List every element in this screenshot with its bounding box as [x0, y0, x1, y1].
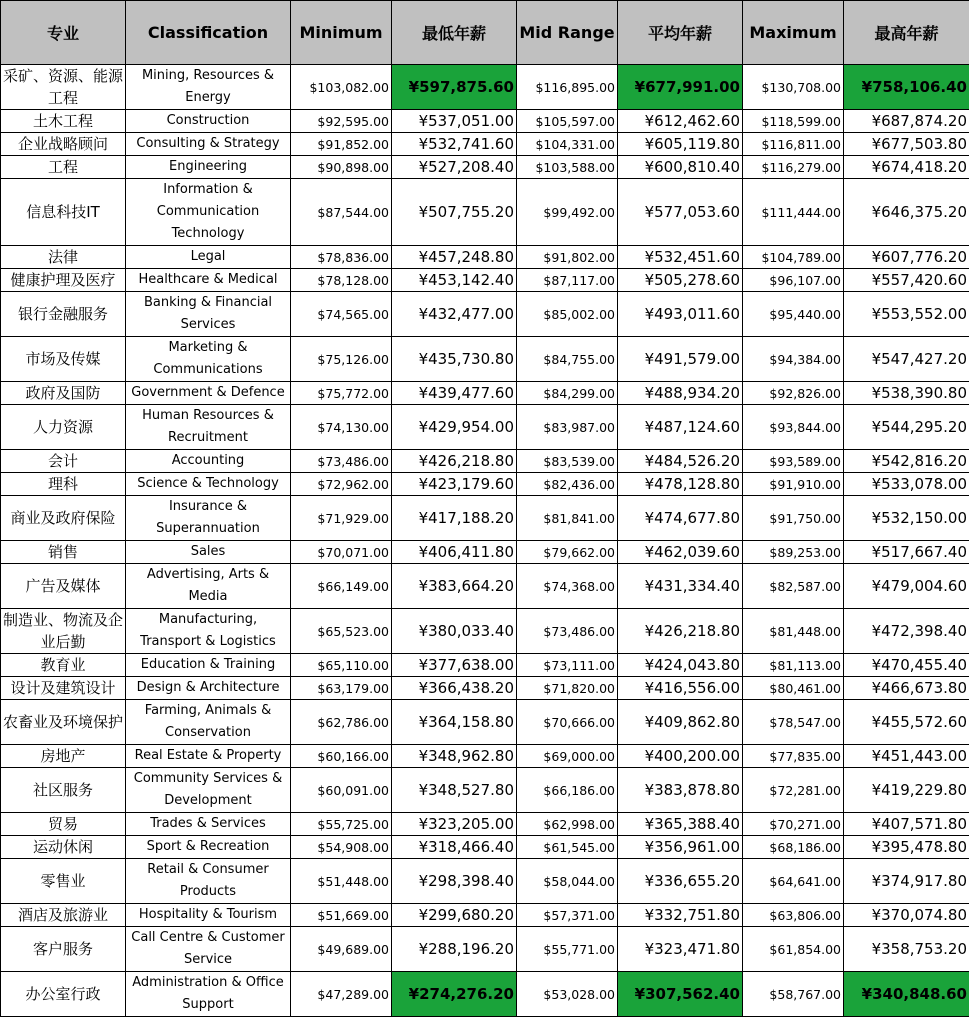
- cell-mid-range: $57,371.00: [517, 904, 618, 927]
- cell-avg-salary-cny: ¥462,039.60: [618, 541, 743, 564]
- cell-mid-range: $66,186.00: [517, 768, 618, 813]
- table-row: [1, 246, 969, 269]
- cell-maximum: $78,547.00: [743, 700, 844, 745]
- cell-avg-salary-cny: ¥336,655.20: [618, 859, 743, 904]
- cell-minimum: $62,786.00: [291, 700, 392, 745]
- cell-mid-range: $82,436.00: [517, 473, 618, 496]
- cell-maximum: $93,844.00: [743, 405, 844, 450]
- cell-avg-salary-cny: ¥493,011.60: [618, 292, 743, 337]
- cell-mid-range: $58,044.00: [517, 859, 618, 904]
- cell-min-salary-cny: ¥380,033.40: [392, 609, 517, 654]
- cell-max-salary-cny: ¥466,673.80: [844, 677, 969, 700]
- cell-major: 销售: [1, 541, 126, 564]
- table-row: [1, 269, 969, 292]
- cell-min-salary-cny: ¥432,477.00: [392, 292, 517, 337]
- cell-classification: Construction: [126, 110, 291, 133]
- cell-avg-salary-cny: ¥484,526.20: [618, 450, 743, 473]
- cell-maximum: $118,599.00: [743, 110, 844, 133]
- header-cell-max-salary-cny: 最高年薪: [844, 1, 969, 65]
- cell-classification: Banking & Financial Services: [126, 292, 291, 337]
- cell-classification: Hospitality & Tourism: [126, 904, 291, 927]
- table-row: [1, 133, 969, 156]
- cell-maximum: $61,854.00: [743, 927, 844, 972]
- table-row: [1, 564, 969, 609]
- cell-maximum: $91,750.00: [743, 496, 844, 541]
- cell-minimum: $65,523.00: [291, 609, 392, 654]
- cell-maximum: $70,271.00: [743, 813, 844, 836]
- cell-max-salary-cny: ¥451,443.00: [844, 745, 969, 768]
- cell-minimum: $78,128.00: [291, 269, 392, 292]
- table-row: [1, 813, 969, 836]
- table-row: [1, 654, 969, 677]
- cell-minimum: $73,486.00: [291, 450, 392, 473]
- table-row: [1, 677, 969, 700]
- table-row: [1, 700, 969, 745]
- table-row: [1, 473, 969, 496]
- cell-max-salary-cny: ¥533,078.00: [844, 473, 969, 496]
- cell-min-salary-cny: ¥417,188.20: [392, 496, 517, 541]
- cell-max-salary-cny: ¥395,478.80: [844, 836, 969, 859]
- cell-max-salary-cny: ¥677,503.80: [844, 133, 969, 156]
- table-row: [1, 110, 969, 133]
- cell-classification: Advertising, Arts & Media: [126, 564, 291, 609]
- cell-classification: Marketing & Communications: [126, 337, 291, 382]
- cell-min-salary-cny: ¥348,962.80: [392, 745, 517, 768]
- cell-avg-salary-cny: ¥488,934.20: [618, 382, 743, 405]
- table-row: [1, 609, 969, 654]
- cell-classification: Engineering: [126, 156, 291, 179]
- cell-major: 土木工程: [1, 110, 126, 133]
- cell-minimum: $72,962.00: [291, 473, 392, 496]
- cell-avg-salary-cny: ¥400,200.00: [618, 745, 743, 768]
- table-row: [1, 745, 969, 768]
- cell-major: 制造业、物流及企业后勤: [1, 609, 126, 654]
- cell-classification: Insurance & Superannuation: [126, 496, 291, 541]
- cell-major: 贸易: [1, 813, 126, 836]
- cell-major: 市场及传媒: [1, 337, 126, 382]
- cell-min-salary-cny: ¥532,741.60: [392, 133, 517, 156]
- cell-avg-salary-cny: ¥356,961.00: [618, 836, 743, 859]
- cell-minimum: $66,149.00: [291, 564, 392, 609]
- cell-mid-range: $84,755.00: [517, 337, 618, 382]
- cell-maximum: $104,789.00: [743, 246, 844, 269]
- header-cell-classification: Classification: [126, 1, 291, 65]
- cell-min-salary-cny: ¥299,680.20: [392, 904, 517, 927]
- cell-min-salary-cny: ¥274,276.20: [392, 972, 517, 1017]
- table-row: [1, 156, 969, 179]
- header-cell-maximum: Maximum: [743, 1, 844, 65]
- table-row: [1, 836, 969, 859]
- cell-classification: Call Centre & Customer Service: [126, 927, 291, 972]
- cell-avg-salary-cny: ¥365,388.40: [618, 813, 743, 836]
- cell-max-salary-cny: ¥407,571.80: [844, 813, 969, 836]
- cell-avg-salary-cny: ¥677,991.00: [618, 65, 743, 110]
- cell-max-salary-cny: ¥646,375.20: [844, 179, 969, 246]
- cell-major: 工程: [1, 156, 126, 179]
- cell-maximum: $63,806.00: [743, 904, 844, 927]
- cell-max-salary-cny: ¥419,229.80: [844, 768, 969, 813]
- cell-avg-salary-cny: ¥416,556.00: [618, 677, 743, 700]
- cell-mid-range: $104,331.00: [517, 133, 618, 156]
- cell-minimum: $49,689.00: [291, 927, 392, 972]
- cell-minimum: $47,289.00: [291, 972, 392, 1017]
- header-row: [1, 1, 969, 65]
- cell-major: 政府及国防: [1, 382, 126, 405]
- cell-max-salary-cny: ¥758,106.40: [844, 65, 969, 110]
- cell-minimum: $51,669.00: [291, 904, 392, 927]
- cell-avg-salary-cny: ¥532,451.60: [618, 246, 743, 269]
- cell-mid-range: $103,588.00: [517, 156, 618, 179]
- cell-classification: Real Estate & Property: [126, 745, 291, 768]
- cell-major: 会计: [1, 450, 126, 473]
- cell-classification: Retail & Consumer Products: [126, 859, 291, 904]
- cell-mid-range: $69,000.00: [517, 745, 618, 768]
- cell-min-salary-cny: ¥453,142.40: [392, 269, 517, 292]
- cell-min-salary-cny: ¥537,051.00: [392, 110, 517, 133]
- cell-maximum: $80,461.00: [743, 677, 844, 700]
- header-cell-minimum: Minimum: [291, 1, 392, 65]
- cell-max-salary-cny: ¥455,572.60: [844, 700, 969, 745]
- cell-minimum: $54,908.00: [291, 836, 392, 859]
- cell-major: 银行金融服务: [1, 292, 126, 337]
- cell-min-salary-cny: ¥323,205.00: [392, 813, 517, 836]
- cell-minimum: $75,772.00: [291, 382, 392, 405]
- cell-mid-range: $79,662.00: [517, 541, 618, 564]
- cell-mid-range: $71,820.00: [517, 677, 618, 700]
- cell-mid-range: $74,368.00: [517, 564, 618, 609]
- cell-major: 健康护理及医疗: [1, 269, 126, 292]
- cell-major: 零售业: [1, 859, 126, 904]
- cell-maximum: $68,186.00: [743, 836, 844, 859]
- cell-classification: Human Resources & Recruitment: [126, 405, 291, 450]
- cell-classification: Mining, Resources & Energy: [126, 65, 291, 110]
- table-row: [1, 859, 969, 904]
- cell-major: 法律: [1, 246, 126, 269]
- cell-classification: Consulting & Strategy: [126, 133, 291, 156]
- cell-min-salary-cny: ¥507,755.20: [392, 179, 517, 246]
- cell-max-salary-cny: ¥374,917.80: [844, 859, 969, 904]
- header-cell-major: 专业: [1, 1, 126, 65]
- header-cell-mid-range: Mid Range: [517, 1, 618, 65]
- cell-mid-range: $99,492.00: [517, 179, 618, 246]
- cell-minimum: $75,126.00: [291, 337, 392, 382]
- cell-avg-salary-cny: ¥478,128.80: [618, 473, 743, 496]
- cell-maximum: $96,107.00: [743, 269, 844, 292]
- cell-min-salary-cny: ¥318,466.40: [392, 836, 517, 859]
- cell-min-salary-cny: ¥298,398.40: [392, 859, 517, 904]
- table-body: [1, 65, 969, 1017]
- cell-major: 社区服务: [1, 768, 126, 813]
- cell-major: 办公室行政: [1, 972, 126, 1017]
- cell-avg-salary-cny: ¥505,278.60: [618, 269, 743, 292]
- cell-minimum: $74,565.00: [291, 292, 392, 337]
- cell-mid-range: $91,802.00: [517, 246, 618, 269]
- cell-classification: Sales: [126, 541, 291, 564]
- cell-mid-range: $73,111.00: [517, 654, 618, 677]
- cell-maximum: $94,384.00: [743, 337, 844, 382]
- cell-minimum: $78,836.00: [291, 246, 392, 269]
- cell-max-salary-cny: ¥340,848.60: [844, 972, 969, 1017]
- cell-min-salary-cny: ¥527,208.40: [392, 156, 517, 179]
- cell-classification: Government & Defence: [126, 382, 291, 405]
- cell-maximum: $95,440.00: [743, 292, 844, 337]
- cell-max-salary-cny: ¥532,150.00: [844, 496, 969, 541]
- cell-min-salary-cny: ¥435,730.80: [392, 337, 517, 382]
- cell-max-salary-cny: ¥547,427.20: [844, 337, 969, 382]
- cell-min-salary-cny: ¥288,196.20: [392, 927, 517, 972]
- table-row: [1, 541, 969, 564]
- table-row: [1, 405, 969, 450]
- cell-mid-range: $87,117.00: [517, 269, 618, 292]
- cell-classification: Sport & Recreation: [126, 836, 291, 859]
- cell-min-salary-cny: ¥406,411.80: [392, 541, 517, 564]
- cell-minimum: $92,595.00: [291, 110, 392, 133]
- cell-avg-salary-cny: ¥323,471.80: [618, 927, 743, 972]
- cell-mid-range: $55,771.00: [517, 927, 618, 972]
- cell-mid-range: $53,028.00: [517, 972, 618, 1017]
- cell-minimum: $63,179.00: [291, 677, 392, 700]
- cell-mid-range: $85,002.00: [517, 292, 618, 337]
- cell-classification: Design & Architecture: [126, 677, 291, 700]
- table-row: [1, 382, 969, 405]
- table-row: [1, 768, 969, 813]
- cell-avg-salary-cny: ¥600,810.40: [618, 156, 743, 179]
- cell-maximum: $92,826.00: [743, 382, 844, 405]
- table-row: [1, 496, 969, 541]
- cell-minimum: $87,544.00: [291, 179, 392, 246]
- cell-min-salary-cny: ¥429,954.00: [392, 405, 517, 450]
- cell-max-salary-cny: ¥358,753.20: [844, 927, 969, 972]
- cell-maximum: $72,281.00: [743, 768, 844, 813]
- cell-classification: Farming, Animals & Conservation: [126, 700, 291, 745]
- cell-major: 采矿、资源、能源工程: [1, 65, 126, 110]
- cell-maximum: $81,448.00: [743, 609, 844, 654]
- cell-maximum: $130,708.00: [743, 65, 844, 110]
- cell-minimum: $51,448.00: [291, 859, 392, 904]
- cell-avg-salary-cny: ¥307,562.40: [618, 972, 743, 1017]
- cell-major: 酒店及旅游业: [1, 904, 126, 927]
- cell-minimum: $60,166.00: [291, 745, 392, 768]
- cell-max-salary-cny: ¥470,455.40: [844, 654, 969, 677]
- cell-maximum: $64,641.00: [743, 859, 844, 904]
- cell-min-salary-cny: ¥439,477.60: [392, 382, 517, 405]
- cell-major: 运动休闲: [1, 836, 126, 859]
- table-row: [1, 450, 969, 473]
- cell-max-salary-cny: ¥370,074.80: [844, 904, 969, 927]
- cell-min-salary-cny: ¥423,179.60: [392, 473, 517, 496]
- cell-major: 设计及建筑设计: [1, 677, 126, 700]
- table-row: [1, 972, 969, 1017]
- cell-min-salary-cny: ¥383,664.20: [392, 564, 517, 609]
- cell-avg-salary-cny: ¥577,053.60: [618, 179, 743, 246]
- cell-avg-salary-cny: ¥612,462.60: [618, 110, 743, 133]
- cell-min-salary-cny: ¥377,638.00: [392, 654, 517, 677]
- cell-min-salary-cny: ¥426,218.80: [392, 450, 517, 473]
- cell-maximum: $91,910.00: [743, 473, 844, 496]
- cell-major: 商业及政府保险: [1, 496, 126, 541]
- cell-max-salary-cny: ¥544,295.20: [844, 405, 969, 450]
- cell-avg-salary-cny: ¥605,119.80: [618, 133, 743, 156]
- cell-major: 教育业: [1, 654, 126, 677]
- cell-classification: Healthcare & Medical: [126, 269, 291, 292]
- cell-major: 房地产: [1, 745, 126, 768]
- cell-mid-range: $73,486.00: [517, 609, 618, 654]
- cell-mid-range: $61,545.00: [517, 836, 618, 859]
- cell-classification: Manufacturing, Transport & Logistics: [126, 609, 291, 654]
- cell-maximum: $77,835.00: [743, 745, 844, 768]
- cell-avg-salary-cny: ¥474,677.80: [618, 496, 743, 541]
- cell-avg-salary-cny: ¥424,043.80: [618, 654, 743, 677]
- cell-minimum: $70,071.00: [291, 541, 392, 564]
- cell-minimum: $71,929.00: [291, 496, 392, 541]
- cell-maximum: $58,767.00: [743, 972, 844, 1017]
- cell-max-salary-cny: ¥553,552.00: [844, 292, 969, 337]
- table-row: [1, 65, 969, 110]
- cell-mid-range: $62,998.00: [517, 813, 618, 836]
- cell-maximum: $81,113.00: [743, 654, 844, 677]
- cell-classification: Accounting: [126, 450, 291, 473]
- cell-minimum: $91,852.00: [291, 133, 392, 156]
- cell-major: 人力资源: [1, 405, 126, 450]
- cell-avg-salary-cny: ¥487,124.60: [618, 405, 743, 450]
- cell-mid-range: $81,841.00: [517, 496, 618, 541]
- cell-major: 客户服务: [1, 927, 126, 972]
- cell-max-salary-cny: ¥538,390.80: [844, 382, 969, 405]
- header-cell-avg-salary-cny: 平均年薪: [618, 1, 743, 65]
- cell-min-salary-cny: ¥457,248.80: [392, 246, 517, 269]
- table-row: [1, 292, 969, 337]
- cell-major: 信息科技IT: [1, 179, 126, 246]
- cell-classification: Science & Technology: [126, 473, 291, 496]
- cell-mid-range: $83,987.00: [517, 405, 618, 450]
- cell-max-salary-cny: ¥674,418.20: [844, 156, 969, 179]
- cell-avg-salary-cny: ¥383,878.80: [618, 768, 743, 813]
- cell-mid-range: $105,597.00: [517, 110, 618, 133]
- cell-minimum: $55,725.00: [291, 813, 392, 836]
- cell-maximum: $82,587.00: [743, 564, 844, 609]
- cell-minimum: $60,091.00: [291, 768, 392, 813]
- cell-avg-salary-cny: ¥491,579.00: [618, 337, 743, 382]
- cell-major: 企业战略顾问: [1, 133, 126, 156]
- cell-mid-range: $116,895.00: [517, 65, 618, 110]
- cell-maximum: $116,811.00: [743, 133, 844, 156]
- cell-max-salary-cny: ¥479,004.60: [844, 564, 969, 609]
- cell-avg-salary-cny: ¥431,334.40: [618, 564, 743, 609]
- cell-max-salary-cny: ¥687,874.20: [844, 110, 969, 133]
- cell-avg-salary-cny: ¥332,751.80: [618, 904, 743, 927]
- cell-minimum: $65,110.00: [291, 654, 392, 677]
- cell-maximum: $111,444.00: [743, 179, 844, 246]
- cell-maximum: $89,253.00: [743, 541, 844, 564]
- cell-classification: Administration & Office Support: [126, 972, 291, 1017]
- cell-major: 理科: [1, 473, 126, 496]
- cell-classification: Information & Communication Technology: [126, 179, 291, 246]
- cell-min-salary-cny: ¥366,438.20: [392, 677, 517, 700]
- cell-classification: Community Services & Development: [126, 768, 291, 813]
- cell-avg-salary-cny: ¥426,218.80: [618, 609, 743, 654]
- cell-classification: Trades & Services: [126, 813, 291, 836]
- table-row: [1, 179, 969, 246]
- cell-classification: Education & Training: [126, 654, 291, 677]
- header-cell-min-salary-cny: 最低年薪: [392, 1, 517, 65]
- cell-minimum: $90,898.00: [291, 156, 392, 179]
- table-row: [1, 927, 969, 972]
- cell-mid-range: $70,666.00: [517, 700, 618, 745]
- cell-avg-salary-cny: ¥409,862.80: [618, 700, 743, 745]
- cell-max-salary-cny: ¥517,667.40: [844, 541, 969, 564]
- cell-max-salary-cny: ¥542,816.20: [844, 450, 969, 473]
- cell-min-salary-cny: ¥348,527.80: [392, 768, 517, 813]
- table-row: [1, 904, 969, 927]
- cell-max-salary-cny: ¥472,398.40: [844, 609, 969, 654]
- cell-major: 农畜业及环境保护: [1, 700, 126, 745]
- cell-major: 广告及媒体: [1, 564, 126, 609]
- cell-minimum: $103,082.00: [291, 65, 392, 110]
- cell-max-salary-cny: ¥557,420.60: [844, 269, 969, 292]
- cell-classification: Legal: [126, 246, 291, 269]
- cell-maximum: $116,279.00: [743, 156, 844, 179]
- cell-maximum: $93,589.00: [743, 450, 844, 473]
- cell-max-salary-cny: ¥607,776.20: [844, 246, 969, 269]
- table-row: [1, 337, 969, 382]
- cell-minimum: $74,130.00: [291, 405, 392, 450]
- cell-min-salary-cny: ¥597,875.60: [392, 65, 517, 110]
- cell-min-salary-cny: ¥364,158.80: [392, 700, 517, 745]
- cell-mid-range: $84,299.00: [517, 382, 618, 405]
- cell-mid-range: $83,539.00: [517, 450, 618, 473]
